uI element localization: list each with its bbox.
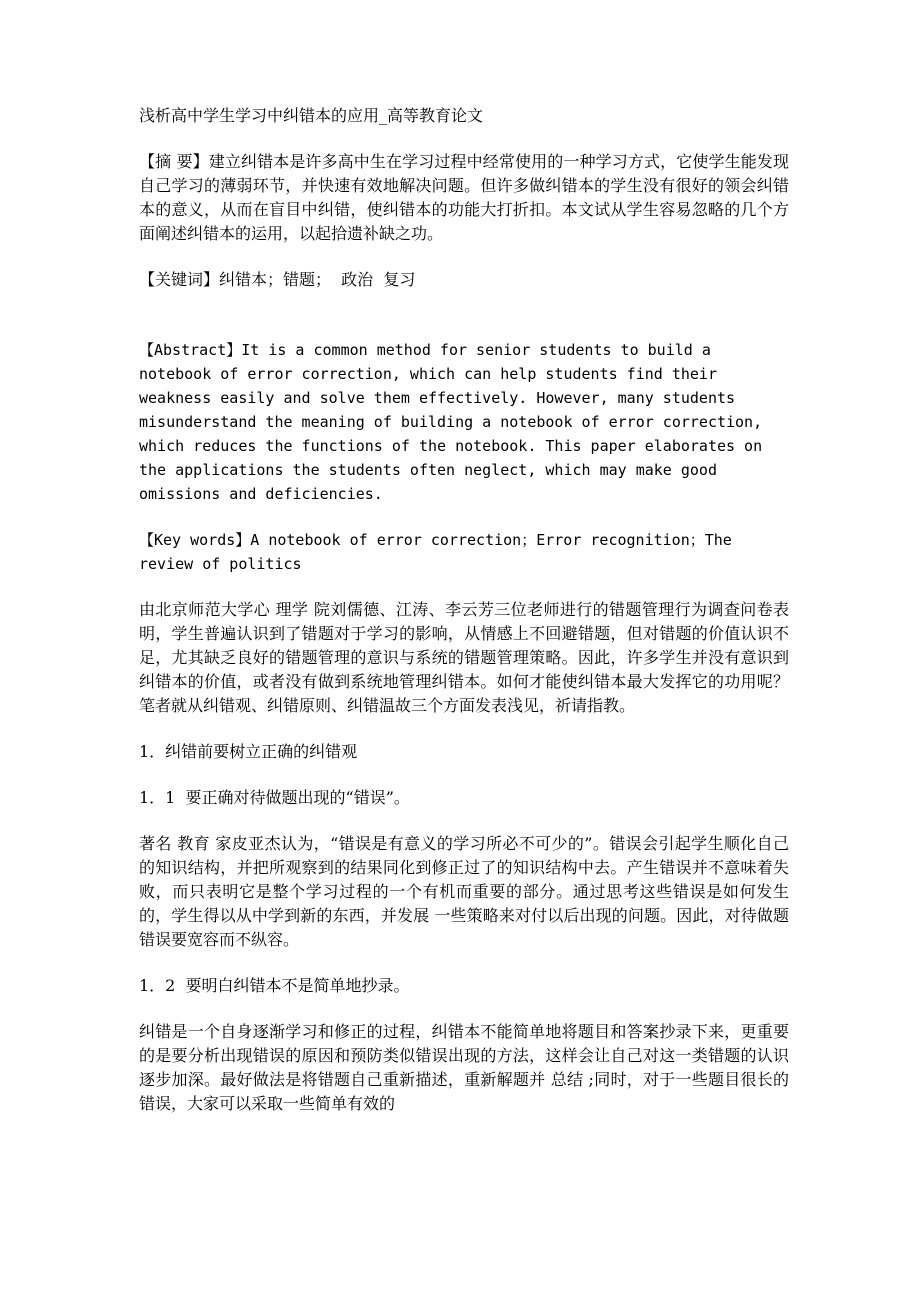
keywords-chinese: 【关键词】纠错本；错题； 政治 复习 [139, 270, 416, 289]
paragraph-1-1: 著名 教育 家皮亚杰认为，“错误是有意义的学习所必不可少的”。错误会引起学生顺化自己的知识结构，并把所观察到的结果同化到修正过了的知识结构中去。产生错误并不意味着失败，而只表明它是整个学习过程的一个有机而重要的部分。通过思考这些错误是如何发生的，学生得以从中学到新的东西，并发展 一些策略来对付以后出现的问题。因此，对待做题错误要宽容而不纵容。 [139, 834, 789, 949]
section-heading-1: 1．纠错前要树立正确的纠错观 [139, 742, 358, 761]
section-heading-1-1: 1．1 要正确对待做题出现的“错误”。 [139, 788, 410, 807]
document-title: 浅析高中学生学习中纠错本的应用_高等教育论文 [139, 106, 484, 125]
section-heading-1-2: 1．2 要明白纠错本不是简单地抄录。 [139, 976, 410, 995]
document-page [139, 104, 789, 1138]
abstract-chinese: 【摘 要】建立纠错本是许多高中生在学习过程中经常使用的一种学习方式，它使学生能发现自己学习的薄弱环节，并快速有效地解决问题。但许多做纠错本的学生没有很好的领会纠错本的意义，从而在盲目中纠错，使纠错本的功能大打折扣。本文试从学生容易忽略的几个方面阐述纠错本的运用，以起拾遗补缺之功。 [139, 152, 789, 243]
paragraph-1-2: 纠错是一个自身逐渐学习和修正的过程，纠错本不能简单地将题目和答案抄录下来，更重要的是要分析出现错误的原因和预防类似错误出现的方法，这样会让自己对这一类错题的认识逐步加深。最好做法是将错题自己重新描述，重新解题并 总结 ;同时，对于一些题目很长的错误，大家可以采取一些简单有效的 [139, 1022, 789, 1113]
keywords-english: 【Key words】A notebook of error correction；Error recognition；The review of politics [139, 531, 741, 573]
abstract-english: 【Abstract】It is a common method for senior students to build a notebook of error correction, which can help students find their weakness easily and solve them effectively. However, many students misunderstand the meaning of building a notebook of error correction, which reduces the functions of the notebook. This paper elaborates on the applications the students often neglect, which may make good omissions and deficiencies. [139, 341, 772, 503]
intro-paragraph: 由北京师范大学心 理学 院刘儒德、江涛、李云芳三位老师进行的错题管理行为调查问卷表明，学生普遍认识到了错题对于学习的影响，从情感上不回避错题，但对错题的价值认识不足，尤其缺乏良好的错题管理的意识与系统的错题管理策略。因此，许多学生并没有意识到纠错本的价值，或者没有做到系统地管理纠错本。如何才能使纠错本最大发挥它的功用呢？笔者就从纠错观、纠错原则、纠错温故三个方面发表浅见，祈请指教。 [139, 600, 789, 715]
